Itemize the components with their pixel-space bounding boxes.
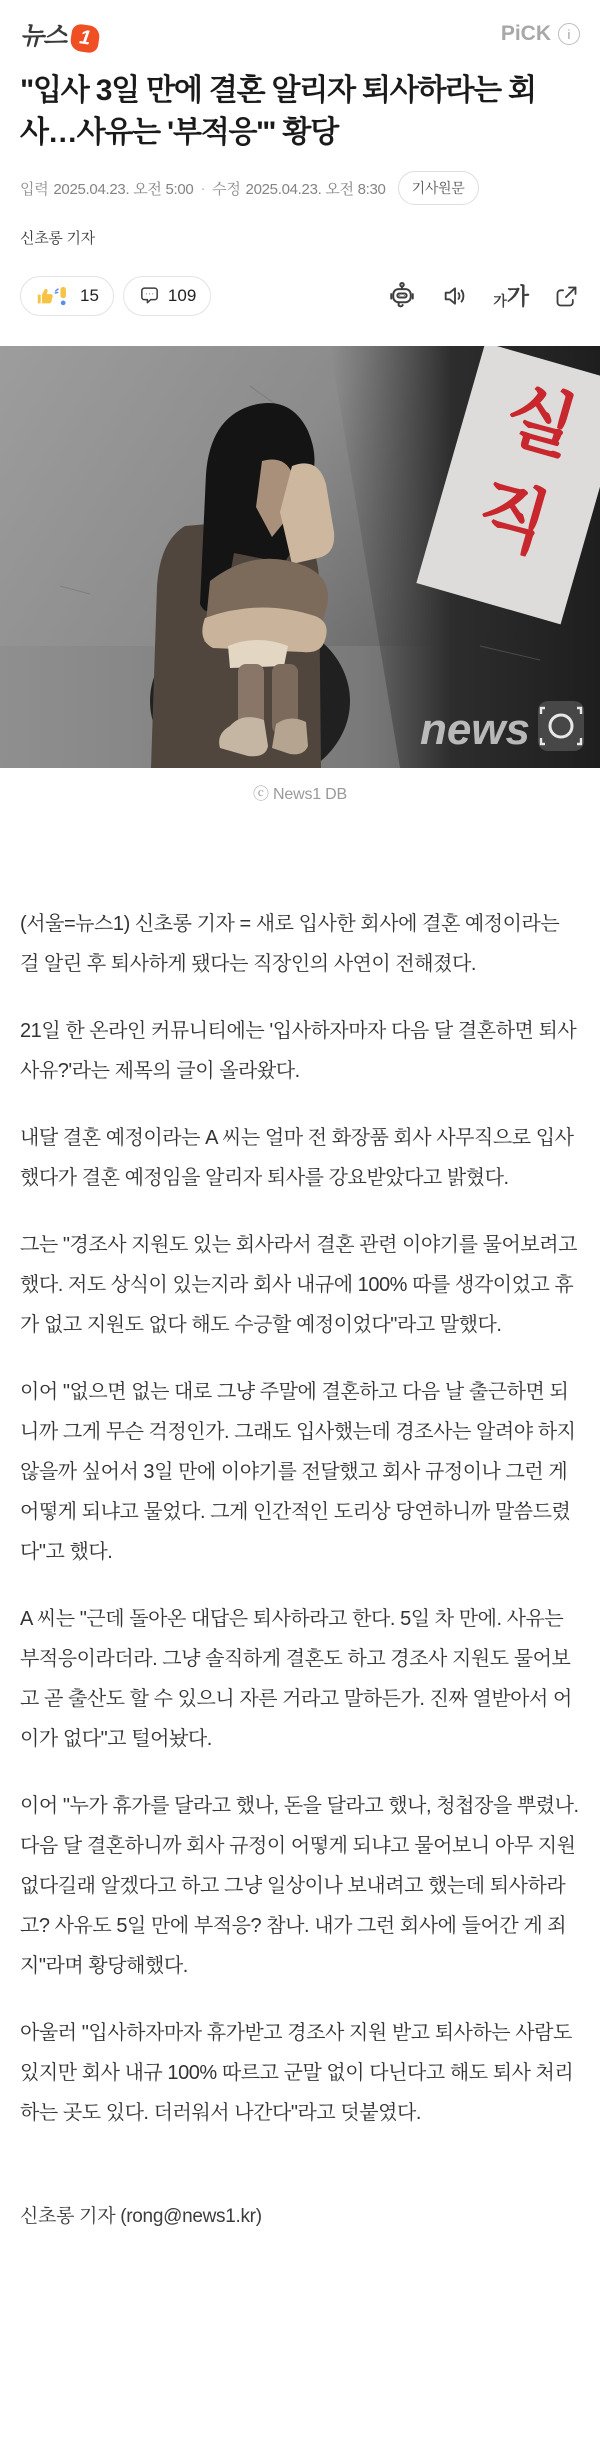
article-meta xyxy=(20,171,580,205)
modified-time: 2025.04.23. 오전 8:30 xyxy=(245,180,386,198)
meta-separator: · xyxy=(200,179,206,197)
news1-logo[interactable] xyxy=(20,16,99,52)
reaction-count: 15 xyxy=(80,286,99,305)
exclamation-reaction-icon xyxy=(53,285,73,307)
listen-button[interactable] xyxy=(441,282,469,310)
article-body xyxy=(0,904,600,2133)
share-icon xyxy=(553,283,580,310)
reporter-name: 신초롱 기자 xyxy=(20,230,95,247)
robot-icon xyxy=(387,281,417,311)
article-paragraph: 이어 "없으면 없는 대로 그냥 주말에 결혼하고 다음 날 출근하면 되니까 그게 무슨 걱정인가. 그래도 입사했는데 경조사는 알려야 하지 않을까 싶어서 3일 만에 이야기를 전달했고 회사 규정이나 그런 게 어떻게 되냐고 물었다. 그게 인간적인 도리상 당연하니까 말씀드렸다"고 했다. xyxy=(20,1381,576,1563)
header-bar xyxy=(0,0,600,56)
input-label: 입력 xyxy=(20,180,49,198)
ai-summary-button[interactable] xyxy=(387,281,417,311)
share-button[interactable] xyxy=(553,283,580,310)
svg-text:실: 실 xyxy=(495,370,587,471)
comment-icon xyxy=(138,285,161,308)
svg-text:news: news xyxy=(419,705,530,754)
input-time: 2025.04.23. 오전 5:00 xyxy=(53,180,194,198)
pick-area xyxy=(501,22,580,46)
reaction-button[interactable] xyxy=(20,276,114,316)
article-paragraph: A 씨는 "근데 돌아온 대답은 퇴사하라고 한다. 5일 차 만에. 사유는 부적응이라더라. 그냥 솔직하게 결혼도 하고 경조사 지원도 물어보고 곧 출산도 할 수 있으니 자른 거라고 말하든가. 진짜 열받아서 어이가 없다"고 털어놨다. xyxy=(20,1608,572,1750)
article-title: "입사 3일 만에 결혼 알리자 퇴사하라는 회사…사유는 '부적응'" 황당 xyxy=(20,74,536,149)
comment-count: 109 xyxy=(167,286,197,305)
news1-logo-text: 뉴스 xyxy=(20,22,67,50)
image-caption: ⓒ News1 DB xyxy=(252,786,348,803)
font-small-label: 가 xyxy=(493,292,507,309)
comment-button[interactable] xyxy=(123,276,211,316)
article-paragraph: 아울러 "입사하자마자 휴가받고 경조사 지원 받고 퇴사하는 사람도 있지만 회사 내규 100% 따르고 군말 없이 다닌다고 해도 퇴사 처리하는 곳도 있다. 더러워서 나간다"라고 덧붙였다. xyxy=(20,2022,574,2124)
reporter-email: 신초롱 기자 (rong@news1.kr) xyxy=(20,2206,262,2227)
article-figure xyxy=(0,346,600,804)
svg-text:직: 직 xyxy=(468,466,559,568)
article-paragraph: 21일 한 온라인 커뮤니티에는 '입사하자마자 다음 달 결혼하면 퇴사 사유?'라는 제목의 글이 올라왔다. xyxy=(20,1020,577,1082)
article-paragraph: 내달 결혼 예정이라는 A 씨는 얼마 전 화장품 회사 사무직으로 입사했다가 결혼 예정임을 알리자 퇴사를 강요받았다고 밝혔다. xyxy=(20,1127,574,1189)
action-bar xyxy=(20,276,580,316)
info-icon[interactable]: i xyxy=(558,23,580,45)
article-paragraph: 이어 "누가 휴가를 달라고 했나, 돈을 달라고 했나, 청첩장을 뿌렸나. 다음 달 결혼하니까 회사 규정이 어떻게 되냐고 물어보니 아무 지원 없다길래 알겠다고 하고 그냥 일상이나 보내려고 했는데 퇴사하라고? 사유도 5일 만에 부적응? 참나. 내가 그런 회사에 들어간 게 죄지"라며 황당해했다. xyxy=(20,1795,579,1977)
original-article-button[interactable]: 기사원문 xyxy=(398,171,479,205)
speaker-icon xyxy=(441,282,469,310)
reaction-group xyxy=(20,276,211,316)
news1-logo-badge: 1 xyxy=(70,23,101,54)
reaction-emoji-stack xyxy=(35,285,73,307)
article-paragraph: 그는 "경조사 지원도 있는 회사라서 결혼 관련 이야기를 물어보려고 했다. 저도 상식이 있는지라 회사 내규에 100% 따를 생각이었고 휴가 없고 지원도 없다 해도 수긍할 예정이었다"라고 말했다. xyxy=(20,1234,577,1336)
pick-label: PiCK xyxy=(500,22,551,45)
modified-label: 수정 xyxy=(212,180,241,198)
tool-group xyxy=(387,281,580,311)
font-big-label: 가 xyxy=(506,282,529,309)
news-watermark xyxy=(420,701,584,754)
article-paragraph: (서울=뉴스1) 신초롱 기자 = 새로 입사한 회사에 결혼 예정이라는 걸 알린 후 퇴사하게 됐다는 직장인의 사연이 전해졌다. xyxy=(20,913,560,975)
article-illustration[interactable] xyxy=(0,346,600,768)
font-size-button[interactable] xyxy=(493,282,529,309)
